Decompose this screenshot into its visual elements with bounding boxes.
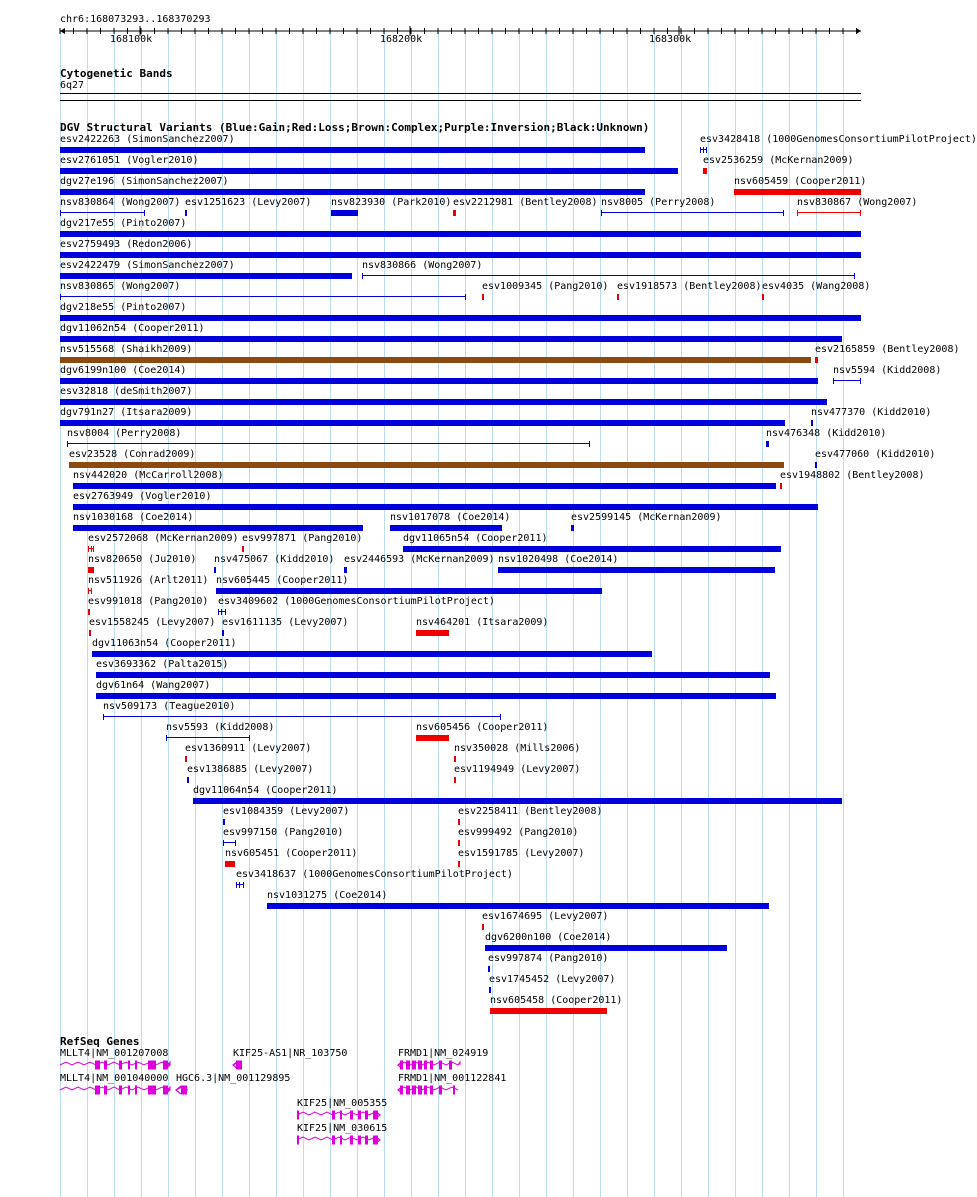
variant-bar[interactable] (797, 212, 861, 213)
variant-label: esv1674695 (Levy2007) (482, 911, 609, 922)
variant-end-tick (88, 588, 89, 594)
ruler-tick-label: 168100k (110, 34, 153, 45)
variant-end-tick (833, 378, 834, 384)
variant-bar[interactable] (96, 693, 776, 699)
variant-bar[interactable] (216, 588, 602, 594)
variant-bar[interactable] (734, 189, 861, 195)
variant-bar[interactable] (60, 252, 861, 258)
gene-exon (406, 1086, 410, 1095)
variant-bar[interactable] (489, 987, 491, 993)
ruler-tick-label: 168300k (649, 34, 692, 45)
variant-bar[interactable] (458, 819, 460, 825)
variant-end-tick (243, 882, 244, 888)
variant-label: dgv217e55 (Pinto2007) (60, 218, 187, 229)
cytoband-line[interactable] (60, 100, 861, 101)
variant-label: esv999492 (Pang2010) (458, 827, 579, 838)
gene-exon (340, 1136, 342, 1145)
variant-label: nsv511926 (Arlt2011) (88, 575, 209, 586)
variant-end-tick (223, 840, 224, 846)
variant-label: esv1251623 (Levy2007) (185, 197, 312, 208)
variant-label: esv477060 (Kidd2010) (815, 449, 936, 460)
variant-end-tick (589, 441, 590, 447)
variant-label: esv1194949 (Levy2007) (454, 764, 581, 775)
variant-label: dgv11064n54 (Cooper2011) (193, 785, 338, 796)
variant-label: nsv8004 (Perry2008) (67, 428, 182, 439)
variant-bar[interactable] (225, 861, 235, 867)
variant-end-tick (706, 147, 707, 153)
gene-label: MLLT4|NM_001040000 (60, 1073, 169, 1084)
variant-label: nsv5594 (Kidd2008) (833, 365, 942, 376)
variant-label: esv23528 (Conrad2009) (69, 449, 196, 460)
variant-bar[interactable] (92, 651, 652, 657)
variant-end-tick (221, 609, 222, 615)
variant-label: nsv509173 (Teague2010) (103, 701, 236, 712)
variant-bar[interactable] (88, 567, 94, 573)
variant-label: esv3418637 (1000GenomesConsortiumPilotProject) (236, 869, 513, 880)
variant-bar[interactable] (833, 380, 861, 381)
gene-exon (358, 1111, 361, 1120)
variant-label: nsv830867 (Wong2007) (797, 197, 918, 208)
variant-label: nsv475067 (Kidd2010) (214, 554, 335, 565)
variant-end-tick (249, 735, 250, 741)
variant-label: nsv1030168 (Coe2014) (73, 512, 194, 523)
variant-bar[interactable] (344, 567, 347, 573)
variant-label: nsv830866 (Wong2007) (362, 260, 483, 271)
variant-label: esv2572068 (McKernan2009) (88, 533, 239, 544)
gene-model[interactable] (0, 1059, 890, 1073)
gene-exon (350, 1136, 353, 1145)
variant-bar[interactable] (185, 756, 187, 762)
variant-bar[interactable] (362, 275, 855, 276)
variant-label: esv32818 (deSmith2007) (60, 386, 193, 397)
gene-exon (412, 1061, 416, 1070)
variant-bar[interactable] (187, 777, 189, 783)
variant-bar[interactable] (60, 336, 842, 342)
cytoband-line[interactable] (60, 93, 861, 94)
variant-label: nsv464201 (Itsara2009) (416, 617, 549, 628)
variant-label: dgv27e196 (SimonSanchez2007) (60, 176, 229, 187)
variant-label: dgv11062n54 (Cooper2011) (60, 323, 205, 334)
variant-bar[interactable] (60, 420, 785, 426)
variant-end-tick (225, 609, 226, 615)
variant-end-tick (797, 210, 798, 216)
variant-bar[interactable] (60, 231, 861, 237)
variant-label: esv991018 (Pang2010) (88, 596, 209, 607)
refseq-track-title: RefSeq Genes (60, 1035, 140, 1048)
variant-label: esv1558245 (Levy2007) (89, 617, 216, 628)
variant-label: nsv477370 (Kidd2010) (811, 407, 932, 418)
variant-bar[interactable] (185, 210, 187, 216)
variant-bar[interactable] (267, 903, 769, 909)
variant-label: esv2422479 (SimonSanchez2007) (60, 260, 235, 271)
grid-line (762, 31, 763, 1197)
cytoband-track-title: Cytogenetic Bands (60, 67, 173, 80)
variant-end-tick (465, 294, 466, 300)
gene-exon (412, 1086, 416, 1095)
variant-label: dgv11065n54 (Cooper2011) (403, 533, 548, 544)
variant-end-tick (60, 294, 61, 300)
variant-label: esv3409602 (1000GenomesConsortiumPilotProject) (218, 596, 495, 607)
variant-end-tick (860, 378, 861, 384)
variant-label: esv2763949 (Vogler2010) (73, 491, 212, 502)
gene-exon (365, 1111, 368, 1120)
variant-bar[interactable] (242, 546, 244, 552)
variant-label: esv997871 (Pang2010) (242, 533, 363, 544)
variant-end-tick (103, 714, 104, 720)
variant-bar[interactable] (485, 945, 727, 951)
variant-bar[interactable] (766, 441, 769, 447)
variant-label: nsv350028 (Mills2006) (454, 743, 581, 754)
gene-label: FRMD1|NM_024919 (398, 1048, 489, 1059)
variant-bar[interactable] (88, 609, 90, 615)
variant-end-tick (218, 609, 219, 615)
variant-bar[interactable] (454, 756, 456, 762)
variant-label: nsv442020 (McCarroll2008) (73, 470, 224, 481)
variant-label: esv1386885 (Levy2007) (187, 764, 314, 775)
variant-label: esv1360911 (Levy2007) (185, 743, 312, 754)
variant-label: esv1009345 (Pang2010) (482, 281, 609, 292)
variant-bar[interactable] (69, 462, 784, 468)
ruler-left-arrow-icon (60, 28, 65, 34)
variant-label: esv3428418 (1000GenomesConsortiumPilotProject) (700, 134, 977, 145)
variant-label: nsv823930 (Park2010) (331, 197, 452, 208)
gene-exon (297, 1136, 299, 1145)
variant-bar[interactable] (703, 168, 707, 174)
variant-bar[interactable] (482, 294, 484, 300)
variant-bar[interactable] (166, 737, 250, 738)
variant-bar[interactable] (815, 462, 817, 468)
gene-label: HGC6.3|NM_001129895 (176, 1073, 291, 1084)
variant-end-tick (362, 273, 363, 279)
variant-bar[interactable] (60, 147, 645, 153)
variant-bar[interactable] (780, 483, 782, 489)
variant-bar[interactable] (601, 212, 784, 213)
variant-label: nsv830864 (Wong2007) (60, 197, 181, 208)
gene-exon (297, 1111, 299, 1120)
gene-model[interactable] (0, 1134, 890, 1148)
gene-exon (358, 1136, 361, 1145)
variant-bar[interactable] (60, 168, 678, 174)
variant-label: esv2258411 (Bentley2008) (458, 806, 603, 817)
variant-label: dgv61n64 (Wang2007) (96, 680, 211, 691)
variant-bar[interactable] (482, 924, 484, 930)
gene-model[interactable] (0, 1084, 890, 1098)
variant-bar[interactable] (60, 212, 145, 213)
variant-bar[interactable] (223, 819, 225, 825)
variant-label: dgv791n27 (Itsara2009) (60, 407, 193, 418)
cytoband-label: 6q27 (60, 80, 85, 91)
variant-label: esv1084359 (Levy2007) (223, 806, 350, 817)
gene-exon (365, 1136, 368, 1145)
variant-end-tick (166, 735, 167, 741)
gene-exon (406, 1061, 410, 1070)
variant-bar[interactable] (67, 443, 590, 444)
variant-label: nsv515568 (Shaikh2009) (60, 344, 193, 355)
variant-label: esv1611135 (Levy2007) (222, 617, 349, 628)
variant-bar[interactable] (617, 294, 619, 300)
variant-bar[interactable] (103, 716, 501, 717)
grid-line (789, 31, 790, 1197)
gene-exon (340, 1111, 342, 1120)
variant-label: esv2212981 (Bentley2008) (453, 197, 598, 208)
variant-bar[interactable] (60, 378, 818, 384)
variant-end-tick (91, 546, 92, 552)
variant-label: nsv476348 (Kidd2010) (766, 428, 887, 439)
gene-exon (332, 1136, 335, 1145)
variant-bar[interactable] (73, 525, 363, 531)
variant-end-tick (88, 546, 89, 552)
gene-exon (449, 1061, 452, 1070)
variant-label: esv2759493 (Redon2006) (60, 239, 193, 250)
gene-label: KIF25|NM_005355 (297, 1098, 388, 1109)
variant-bar[interactable] (571, 525, 574, 531)
variant-bar[interactable] (458, 840, 460, 846)
variant-bar[interactable] (73, 504, 818, 510)
gene-model[interactable] (0, 1109, 890, 1123)
variant-label: esv1745452 (Levy2007) (489, 974, 616, 985)
variant-label: nsv820650 (Ju2010) (88, 554, 197, 565)
gene-exon (439, 1086, 442, 1095)
grid-line (735, 31, 736, 1197)
variant-end-tick (783, 210, 784, 216)
variant-end-tick (144, 210, 145, 216)
gene-exon (430, 1086, 433, 1095)
variant-end-tick (67, 441, 68, 447)
variant-bar[interactable] (390, 525, 502, 531)
variant-bar[interactable] (454, 777, 456, 783)
variant-bar[interactable] (60, 399, 827, 405)
variant-end-tick (500, 714, 501, 720)
variant-bar[interactable] (222, 630, 224, 636)
ruler-tick-label: 168200k (380, 34, 423, 45)
variant-label: nsv830865 (Wong2007) (60, 281, 181, 292)
variant-label: nsv605456 (Cooper2011) (416, 722, 549, 733)
variant-label: esv2446593 (McKernan2009) (344, 554, 495, 565)
variant-label: esv2422263 (SimonSanchez2007) (60, 134, 235, 145)
variant-bar[interactable] (416, 630, 449, 636)
variant-bar[interactable] (762, 294, 764, 300)
variant-end-tick (700, 147, 701, 153)
variant-bar[interactable] (60, 357, 811, 363)
variant-label: esv997874 (Pang2010) (488, 953, 609, 964)
variant-bar[interactable] (60, 315, 861, 321)
variant-label: nsv1017078 (Coe2014) (390, 512, 511, 523)
gene-label: MLLT4|NM_001207008 (60, 1048, 169, 1059)
gene-label: KIF25|NM_030615 (297, 1123, 388, 1134)
variant-end-tick (235, 840, 236, 846)
variant-bar[interactable] (89, 630, 91, 636)
dgv-track-title: DGV Structural Variants (Blue:Gain;Red:Loss;Brown:Complex;Purple:Inversion;Black:Unknown) (60, 121, 650, 134)
variant-label: esv2761051 (Vogler2010) (60, 155, 199, 166)
gene-exon (439, 1061, 442, 1070)
variant-bar[interactable] (453, 210, 456, 216)
variant-bar[interactable] (96, 672, 770, 678)
variant-label: dgv218e55 (Pinto2007) (60, 302, 187, 313)
variant-end-tick (236, 882, 237, 888)
gene-label: FRMD1|NM_001122841 (398, 1073, 507, 1084)
variant-label: dgv6200n100 (Coe2014) (485, 932, 612, 943)
variant-end-tick (854, 273, 855, 279)
variant-bar[interactable] (498, 567, 775, 573)
gene-exon (424, 1086, 427, 1095)
variant-label: esv1591785 (Levy2007) (458, 848, 585, 859)
variant-bar[interactable] (416, 735, 449, 741)
variant-label: esv3693362 (Palta2015) (96, 659, 229, 670)
variant-label: esv2165859 (Bentley2008) (815, 344, 960, 355)
variant-bar[interactable] (490, 1008, 607, 1014)
variant-label: nsv605451 (Cooper2011) (225, 848, 358, 859)
variant-end-tick (239, 882, 240, 888)
region-label: chr6:168073293..168370293 (60, 14, 211, 25)
variant-label: esv1918573 (Bentley2008) (617, 281, 762, 292)
variant-bar[interactable] (488, 966, 490, 972)
gene-label: KIF25-AS1|NR_103750 (233, 1048, 348, 1059)
variant-label: nsv1031275 (Coe2014) (267, 890, 388, 901)
gene-exon (453, 1086, 455, 1095)
variant-label: nsv605459 (Cooper2011) (734, 176, 867, 187)
variant-label: esv997150 (Pang2010) (223, 827, 344, 838)
variant-label: dgv11063n54 (Cooper2011) (92, 638, 237, 649)
variant-bar[interactable] (811, 420, 813, 426)
variant-label: nsv1020498 (Coe2014) (498, 554, 619, 565)
variant-label: esv1948802 (Bentley2008) (780, 470, 925, 481)
variant-label: esv2536259 (McKernan2009) (703, 155, 854, 166)
variant-label: nsv605445 (Cooper2011) (216, 575, 349, 586)
variant-end-tick (93, 546, 94, 552)
variant-bar[interactable] (214, 567, 216, 573)
variant-label: esv2599145 (McKernan2009) (571, 512, 722, 523)
variant-label: dgv6199n100 (Coe2014) (60, 365, 187, 376)
gene-exon (430, 1061, 433, 1070)
gene-exon (350, 1111, 353, 1120)
gene-exon (424, 1061, 427, 1070)
variant-bar[interactable] (60, 296, 466, 297)
variant-bar[interactable] (60, 273, 352, 279)
variant-bar[interactable] (458, 861, 460, 867)
variant-bar[interactable] (73, 483, 776, 489)
variant-label: nsv605458 (Cooper2011) (490, 995, 623, 1006)
variant-bar[interactable] (193, 798, 842, 804)
variant-bar[interactable] (331, 210, 358, 216)
gene-exon (332, 1111, 335, 1120)
gene-exon (418, 1061, 422, 1070)
variant-end-tick (860, 210, 861, 216)
variant-label: nsv5593 (Kidd2008) (166, 722, 275, 733)
variant-end-tick (60, 210, 61, 216)
variant-bar[interactable] (815, 357, 818, 363)
variant-label: nsv8005 (Perry2008) (601, 197, 716, 208)
variant-bar[interactable] (60, 189, 645, 195)
variant-end-tick (601, 210, 602, 216)
variant-bar[interactable] (403, 546, 781, 552)
variant-end-tick (91, 588, 92, 594)
variant-end-tick (703, 147, 704, 153)
variant-label: esv4035 (Wang2008) (762, 281, 871, 292)
gene-exon (418, 1086, 422, 1095)
